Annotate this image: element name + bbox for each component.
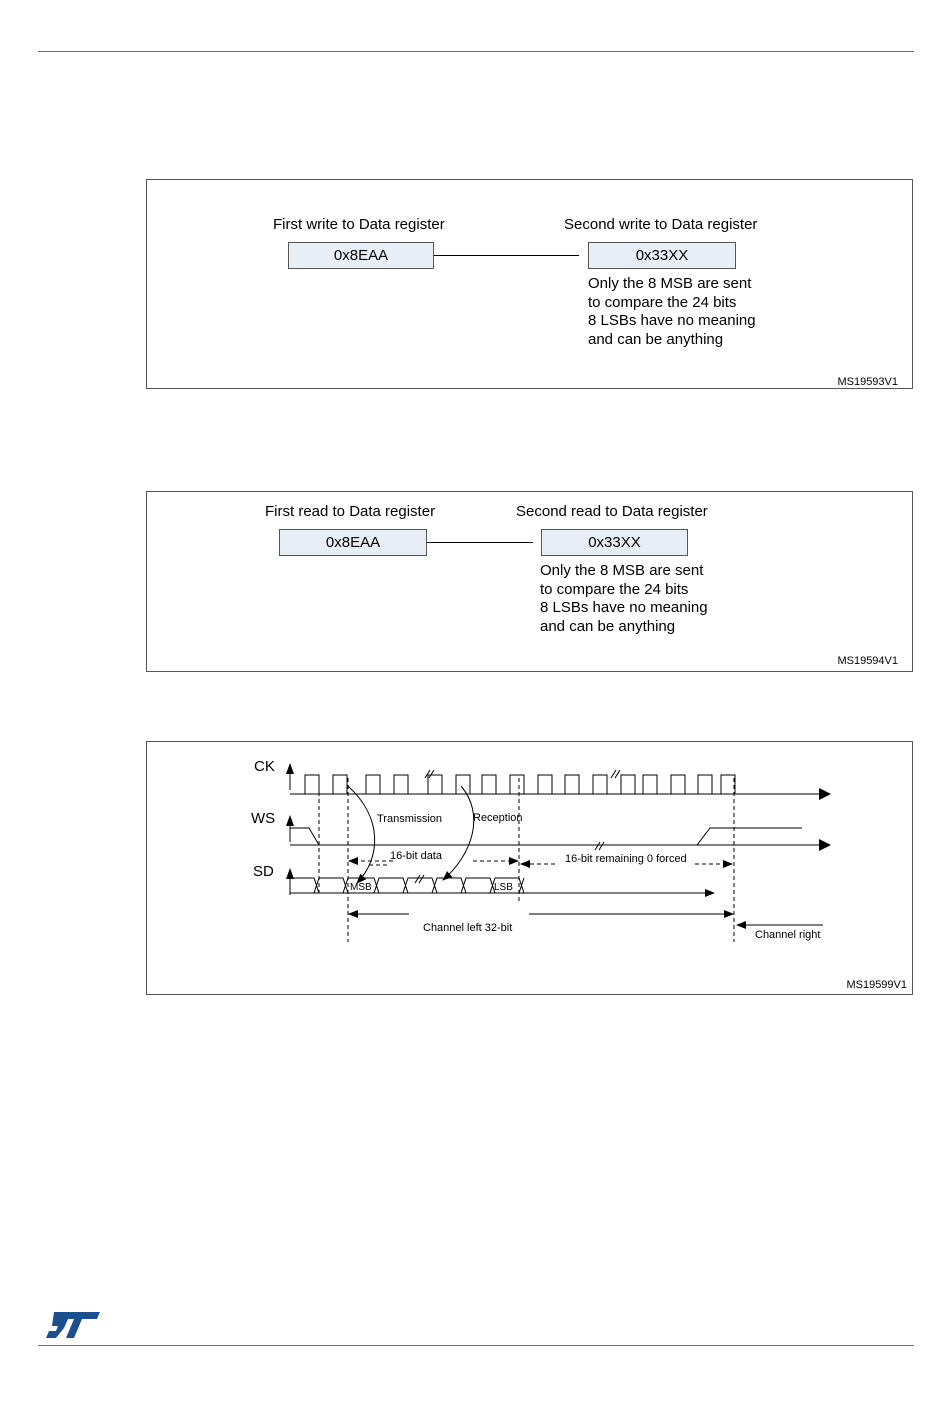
second-read-register: 0x33XX [541, 529, 688, 556]
st-logo [44, 1310, 104, 1340]
st-logo-icon [44, 1310, 104, 1340]
lsb-label: LSB [494, 882, 513, 893]
register-note: Only the 8 MSB are sent to compare the 24 bits 8 LSBs have no meaning and can be anything [588, 275, 756, 348]
ck-signal-label: CK [254, 758, 275, 775]
register-note: Only the 8 MSB are sent to compare the 24 bits 8 LSBs have no meaning and can be anything [540, 562, 708, 635]
figure-ref: MS19599V1 [846, 979, 907, 991]
second-write-register: 0x33XX [588, 242, 736, 269]
figure-ref: MS19594V1 [837, 655, 898, 667]
footer-rule [38, 1345, 914, 1346]
channel-left-label: Channel left 32-bit [423, 922, 513, 934]
figure-write-sequence [146, 179, 913, 389]
register-connector [434, 255, 579, 256]
first-read-register: 0x8EAA [279, 529, 427, 556]
reception-label: Reception [473, 812, 523, 824]
figure-timing-diagram [146, 741, 913, 995]
data-16-label: 16-bit data [390, 850, 442, 862]
msb-label: MSB [350, 882, 372, 893]
remaining-label: 16-bit remaining 0 forced [565, 853, 687, 865]
ws-signal-label: WS [251, 810, 276, 827]
header-rule [38, 51, 914, 52]
first-write-label: First write to Data register [273, 216, 445, 233]
transmission-label: Transmission [377, 813, 442, 825]
first-read-label: First read to Data register [265, 503, 436, 520]
register-connector [427, 542, 533, 543]
figure-ref: MS19593V1 [837, 376, 898, 388]
second-write-label: Second write to Data register [564, 216, 758, 233]
timing-waveforms [147, 742, 912, 994]
channel-right-label: Channel right [755, 929, 821, 941]
ck-waveform [286, 763, 831, 800]
ws-waveform [286, 815, 831, 851]
sd-signal-label: SD [253, 863, 274, 880]
first-write-register: 0x8EAA [288, 242, 434, 269]
second-read-label: Second read to Data register [516, 503, 708, 520]
figure-read-sequence [146, 491, 913, 672]
